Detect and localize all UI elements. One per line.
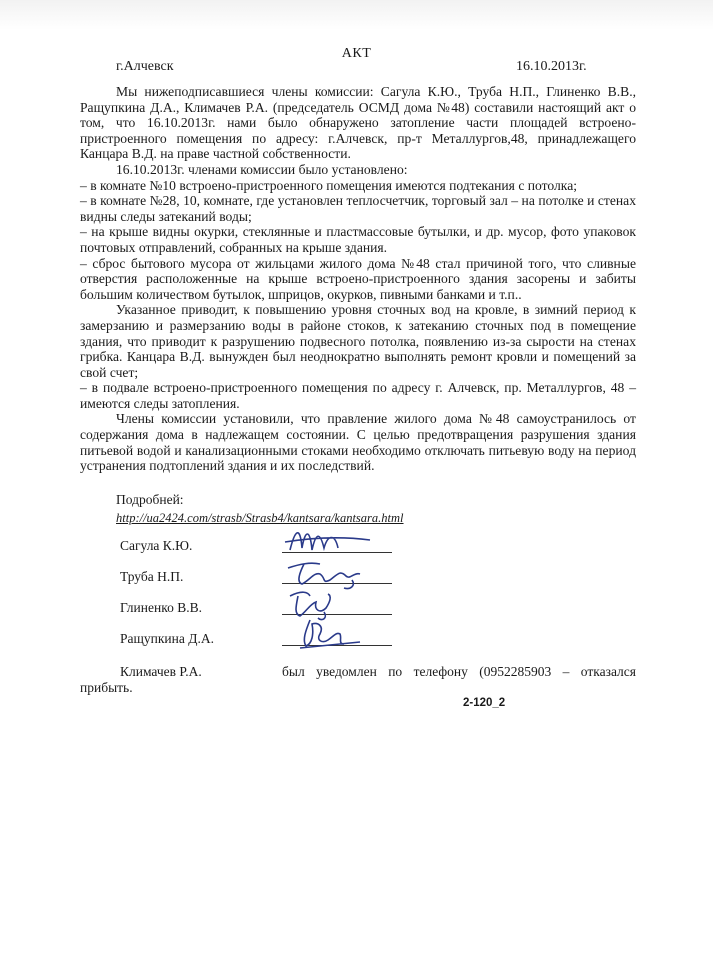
- scan-edge-shadow: [0, 0, 713, 30]
- refusal-note-continuation: прибыть.: [80, 680, 133, 695]
- document-title: АКТ: [341, 46, 372, 61]
- more-info-link[interactable]: http://ua2424.com/strasb/Strasb4/kantsara/kantsara.html: [116, 511, 404, 525]
- signatory-name-3: Глиненко В.В.: [120, 600, 202, 615]
- finding-drain-clog: – сброс бытового мусора от жильцами жилого дома №48 стал причиной того, что сливные отверстия расположенные на крыше встроено-пристроенного здания засорены и забиты большим количеством бутылок, шприцов, окурков, пивными банками и т.п..: [80, 255, 636, 302]
- finding-basement: – в подвале встроено-пристроенного помещения по адресу г. Алчевск, пр. Металлургов, 48 – имеются следы затопления.: [80, 380, 636, 411]
- finding-room-28: – в комнате №28, 10, комнате, где установлен теплосчетчик, торговый зал – на потолке и стенах видны следы затеканий воды;: [80, 193, 636, 224]
- document-date: 16.10.2013г.: [516, 59, 587, 74]
- finding-room-10: – в комнате №10 встроено-пристроенного помещения имеются подтекания с потолка;: [80, 177, 578, 193]
- signatory-name-4: Ращупкина Д.А.: [120, 631, 214, 646]
- paragraph-established: 16.10.2013г. членами комиссии было установлено:: [116, 161, 408, 177]
- signatory-name-1: Сагула К.Ю.: [120, 538, 193, 553]
- paragraph-intro: Мы нижеподписавшиеся члены комиссии: Сагула К.Ю., Труба Н.П., Глиненко В.В., Ращупкина Д.А., Климачев Р.А. (председатель ОСМД дома №48) составили настоящий акт о том, что 16.10.2013г. нами было обнаружено затопление части площадей встроено-пристроенного помещения по адресу: г.Алчевск, пр-т Металлургов,48, принадлежащего Канцара В.Д. на праве частной собственности.: [80, 84, 636, 162]
- signatory-name-5: Климачев Р.А.: [120, 664, 202, 679]
- document-body: [80, 84, 636, 474]
- finding-roof-litter: – на крыше видны окурки, стеклянные и пластмассовые бутылки, и др. мусор, фото упаковок почтовых отправлений, собранных на крыше здания.: [80, 224, 636, 255]
- refusal-note: был уведомлен по телефону (0952285903 – отказался: [282, 664, 636, 679]
- document-code: 2-120_2: [463, 697, 506, 709]
- signatory-name-2: Труба Н.П.: [120, 569, 184, 584]
- paragraph-consequences: Указанное приводит, к повышению уровня сточных вод на кровле, в зимний период к замерзанию и размерзанию воды в районе стоков, к затеканию сточных под в помещение здания, что приводит к разрушению подвесного потолка, появлению из-за сырости на стенах грибка. Канцара В.Д. вынужден был неоднократно выполнять ремонт кровли и помещений за свой счет;: [80, 302, 636, 380]
- paragraph-conclusion: Члены комиссии установили, что правление жилого дома №48 самоустранилось от содержания дома в надлежащем состоянии. С целью предотвращения разрушения здания питьевой водой и канализационными стоками необходимо отключать питьевую воду на период устранения подтоплений здания и их последствий.: [80, 411, 636, 474]
- signature-4-icon: [280, 610, 380, 654]
- document-city: г.Алчевск: [116, 59, 174, 74]
- more-info-label: Подробней:: [116, 492, 184, 507]
